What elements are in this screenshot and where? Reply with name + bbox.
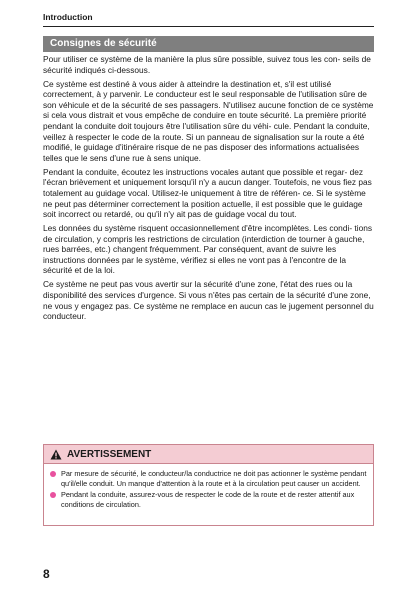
- bullet-icon: [50, 492, 56, 498]
- warning-item-text: Par mesure de sécurité, le conducteur/la conductrice ne doit pas actionner le système pendant qu'il/elle conduit. Un manque d'attention à la route et à la circulation peut causer un accident.: [61, 469, 367, 488]
- warning-triangle-icon: [50, 449, 62, 460]
- paragraph-purpose: Ce système est destiné à vous aider à atteindre la destination et, s'il est utilisé correctement, à y parvenir. Le conducteur est le seul responsable de l'utilisation sûre de son véhicule et de la sécurité de ses passagers. N'utilisez aucune fonction de ce système si cela vous distrait et vous empêche de conduire en toute sécurité. La première priorité pendant la conduite doit toujours être l'utilisation sûre du véhi- cule. Pendant la conduite, veillez à respecter le code de la route. Si un panneau de signalisation sur la route a été modifié, le guidage d'itinéraire risque de ne pas disposer des informations actualisées telles que le sens d'une rue à sens unique.: [43, 78, 374, 163]
- warning-header: [44, 445, 373, 464]
- warning-box: [43, 444, 374, 526]
- warning-item-text: Pendant la conduite, assurez-vous de respecter le code de la route et de rester attentif aux conditions de circulation.: [61, 490, 355, 509]
- warning-title: AVERTISSEMENT: [67, 448, 152, 460]
- page-header: Introduction: [43, 12, 374, 27]
- paragraph-data-incomplete: Les données du système risquent occasionnellement d'être incomplètes. Les condi- tions de circulation, y compris les restrictions de circulation (interdiction de tourner à gauche, rues barrées, etc.) changent fréquemment. Par conséquent, avant de suivre les instructions données par le système, vérifiez si elles ne vont pas à l'encontre de la sécurité et de la loi.: [43, 223, 373, 276]
- section-title: Consignes de sécurité: [43, 36, 374, 52]
- paragraph-voice-guidance: Pendant la conduite, écoutez les instructions vocales autant que possible et regar- dez l'écran brièvement et uniquement lorsqu'il n'y a aucun danger. Toutefois, ne vous fiez pas totalement au guidage vocal. Utilisez-le uniquement à titre de référen- ce. Si le système ne peut pas déterminer correctement la position actuelle, il est possible que le guidage soit incorrect ou retardé, ou qu'il n'y ait pas de guidage vocal du tout.: [43, 166, 372, 220]
- warning-list: [44, 464, 373, 509]
- warning-item: [50, 490, 367, 509]
- paragraph-intro: Pour utiliser ce système de la manière la plus sûre possible, suivez tous les con- seils de sécurité indiqués ci-dessous.: [43, 54, 371, 75]
- bullet-icon: [50, 471, 56, 477]
- page-number: 8: [43, 567, 50, 581]
- body-text: [43, 54, 374, 325]
- warning-item: [50, 469, 367, 488]
- paragraph-limitations: Ce système ne peut pas vous avertir sur la sécurité d'une zone, l'état des rues ou la disponibilité des services d'urgence. Si vous n'êtes pas certain de la sécurité d'une zone, ne vous y engagez pas. Ce système ne remplace en aucun cas le jugement personnel du conducteur.: [43, 279, 374, 322]
